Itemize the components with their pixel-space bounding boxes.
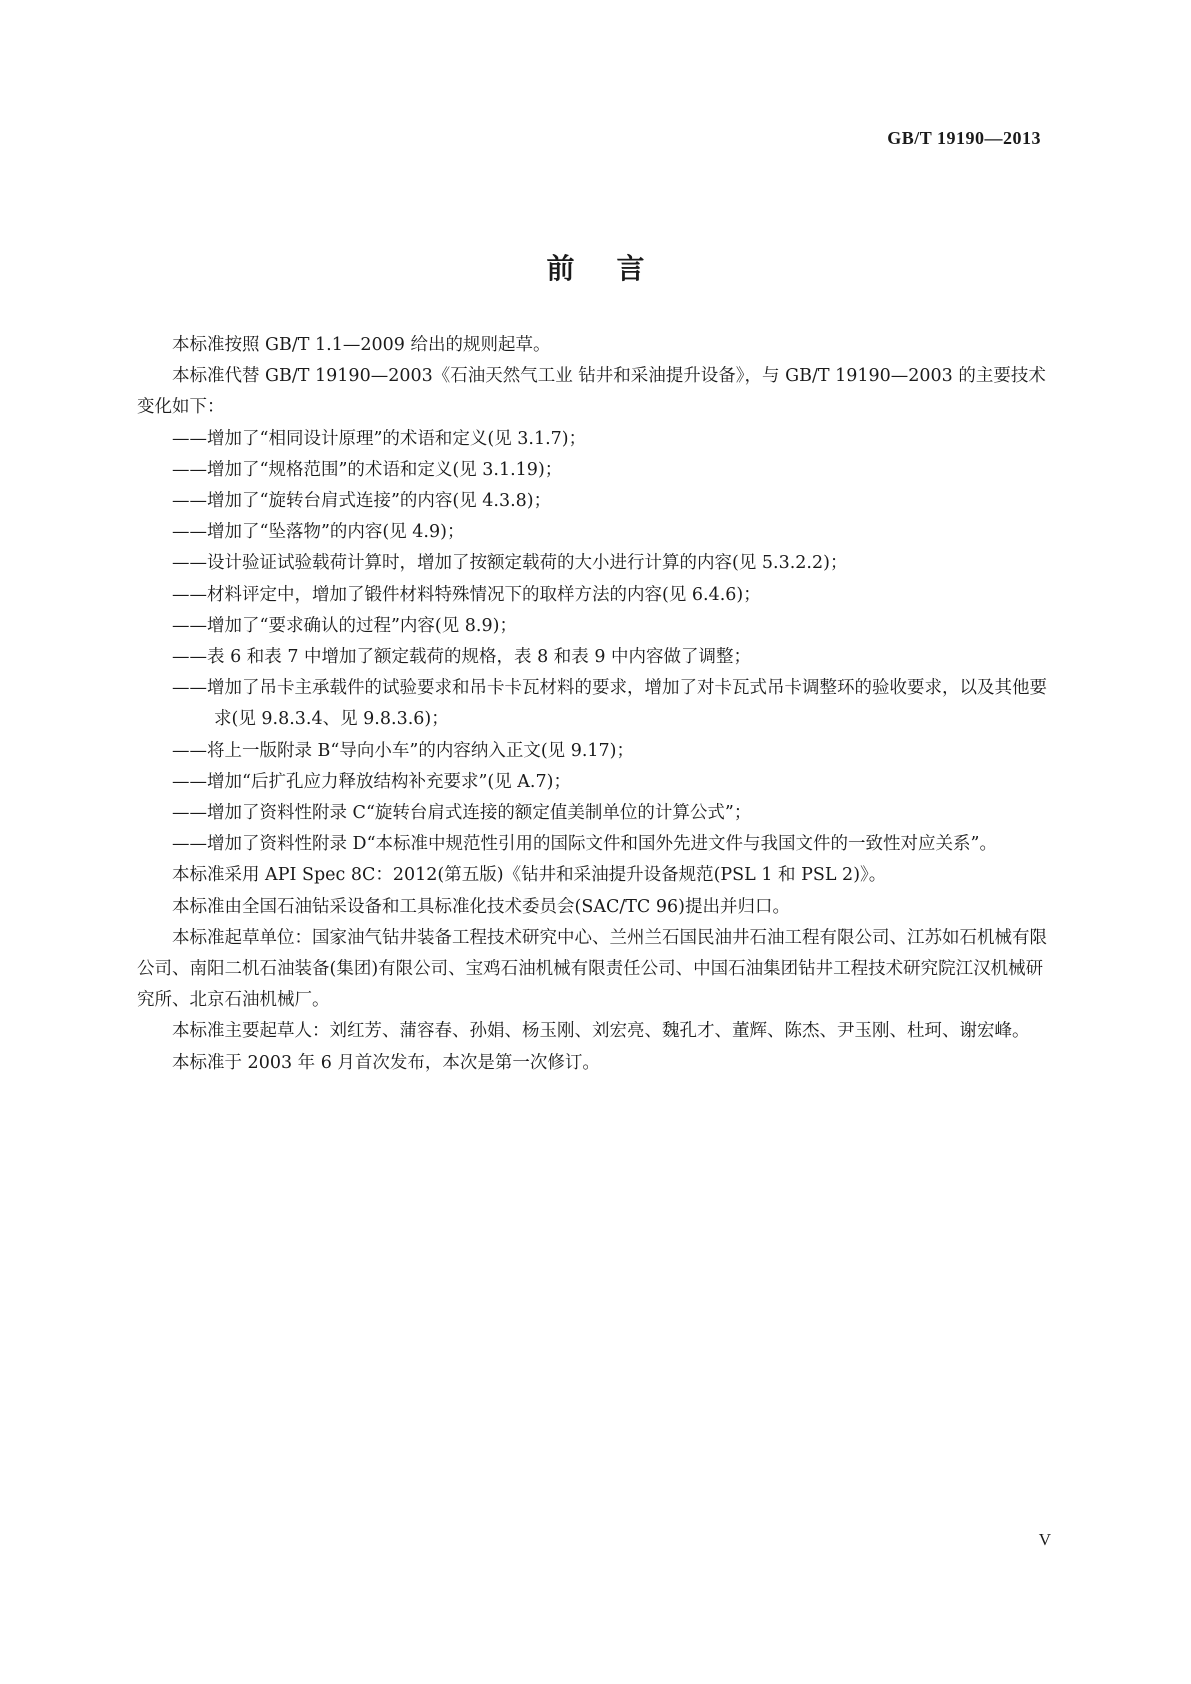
paragraph-drafting-units: 本标准起草单位：国家油气钻井装备工程技术研究中心、兰州兰石国民油井石油工程有限公司、江苏如石机械有限公司、南阳二机石油装备(集团)有限公司、宝鸡石油机械有限责任公司、中国石油集团钻井工程技术研究院江汉机械研究所、北京石油机械厂。: [137, 927, 1047, 1011]
list-item: ——增加了资料性附录 D“本标准中规范性引用的国际文件和国外先进文件与我国文件的一致性对应关系”。: [172, 834, 997, 855]
page-number: V: [1038, 1530, 1051, 1549]
list-item: ——表 6 和表 7 中增加了额定载荷的规格，表 8 和表 9 中内容做了调整；: [172, 647, 752, 668]
list-item: ——增加了“要求确认的过程”内容(见 8.9)；: [172, 615, 517, 636]
standard-code: GB/T 19190—2013: [887, 128, 1041, 148]
list-item: ——将上一版附录 B“导向小车”的内容纳入正文(见 9.17)；: [172, 740, 634, 761]
list-item: ——材料评定中，增加了锻件材料特殊情况下的取样方法的内容(见 6.4.6)；: [172, 584, 761, 605]
list-item: ——增加了吊卡主承载件的试验要求和吊卡卡瓦材料的要求，增加了对卡瓦式吊卡调整环的验收要求，以及其他要求(见 9.8.3.4、见 9.8.3.6)；: [172, 678, 1047, 730]
page-title: 前言: [546, 251, 687, 285]
paragraph-drafting-rules: 本标准按照 GB/T 1.1—2009 给出的规则起草。: [172, 335, 551, 355]
list-item: ——增加了“规格范围”的术语和定义(见 3.1.19)；: [172, 459, 563, 480]
changes-list: [137, 424, 1055, 861]
list-item: ——设计验证试验载荷计算时，增加了按额定载荷的大小进行计算的内容(见 5.3.2.2)；: [172, 553, 848, 574]
paragraph-proposer: 本标准由全国石油钻采设备和工具标准化技术委员会(SAC/TC 96)提出并归口。: [172, 896, 790, 917]
paragraph-drafters: 本标准主要起草人：刘红芳、蒲容春、孙娟、杨玉刚、刘宏亮、魏孔才、董辉、陈杰、尹玉刚、杜珂、谢宏峰。: [172, 1021, 1030, 1042]
document-body: [137, 330, 1055, 1079]
list-item: ——增加了“旋转台肩式连接”的内容(见 4.3.8)；: [172, 491, 552, 512]
paragraph-adoption: 本标准采用 API Spec 8C：2012(第五版)《钻井和采油提升设备规范(PSL 1 和 PSL 2)》。: [172, 865, 887, 886]
paragraph-history: 本标准于 2003 年 6 月首次发布，本次是第一次修订。: [172, 1052, 600, 1073]
list-item: ——增加了资料性附录 C“旋转台肩式连接的额定值美制单位的计算公式”；: [172, 803, 752, 824]
list-item: ——增加“后扩孔应力释放结构补充要求”(见 A.7)；: [172, 771, 571, 792]
list-item: ——增加了“相同设计原理”的术语和定义(见 3.1.7)；: [172, 428, 587, 449]
paragraph-replacement: 本标准代替 GB/T 19190—2003《石油天然气工业 钻井和采油提升设备》，与 GB/T 19190—2003 的主要技术变化如下：: [137, 366, 1046, 418]
list-item: ——增加了“坠落物”的内容(见 4.9)；: [172, 522, 465, 543]
